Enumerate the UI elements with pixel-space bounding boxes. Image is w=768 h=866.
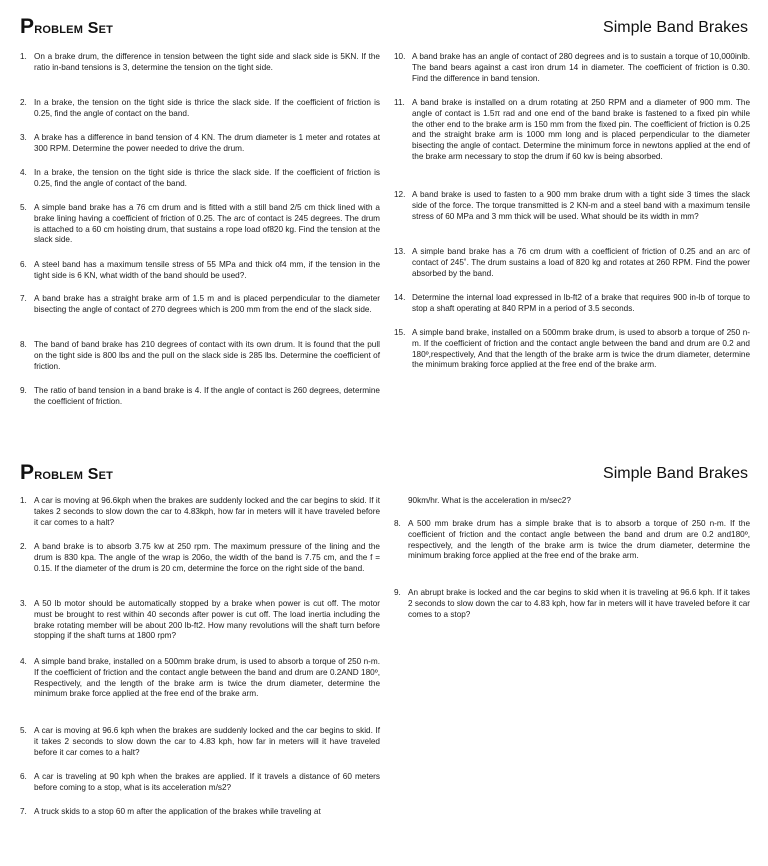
problem-continuation: 90km/hr. What is the acceleration in m/sec2? (408, 496, 571, 505)
sheet-title: Problem Set (20, 15, 114, 38)
problem-item: 8. The band of band brake has 210 degrees of contact with its own drum. It is found that the pull on the tight side is 800 lbs and the pull on the slack side is 285 lbs. Determine the coefficient of friction. (20, 340, 380, 371)
problem-sheet-2 (0, 446, 768, 866)
problem-item: 9. The ratio of band tension in a band brake is 4. If the angle of contact is 260 degrees, determine the coefficient of friction. (20, 386, 380, 406)
problem-item: 7. A truck skids to a stop 60 m after the application of the brakes while traveling at (20, 807, 321, 816)
problem-item: 3. A 50 lb motor should be automatically stopped by a brake when power is cut off. The motor must be brought to rest within 40 seconds after power is cut off. The load inertia including the brake rotating member will be about 200 lb-ft2. How many revolutions will the shaft turn before stopping if the shaft turns at 1800 rpm? (20, 599, 380, 641)
problem-item: 1. On a brake drum, the difference in tension between the tight side and slack side is 5KN. If the ratio in-band tensions is 3, determine the tension on the tight side. (20, 52, 380, 72)
problem-item: 6. A steel band has a maximum tensile stress of 55 MPa and thick of4 mm, if the tension in the tight side is 6 KN, what width of the band should be used?. (20, 260, 380, 280)
problem-item: 9. An abrupt brake is locked and the car begins to skid when it is traveling at 96.6 kph. If it takes 2 seconds to slow down the car to 4.83 kph, how far in meters will it have traveled before it car comes to a stop? (394, 588, 750, 619)
problem-item: 7. A band brake has a straight brake arm of 1.5 m and is placed perpendicular to the diameter bisecting the angle of contact of 270 degrees which is 200 mm from the end of the slack side. (20, 294, 380, 314)
problem-item: 5. A simple band brake has a 76 cm drum and is fitted with a still band 2/5 cm thick lined with a brake lining having a coefficient of friction of 0.25. The arc of contact is 245 degrees. The drum is attached to a 60 cm hoisting drum, that sustains a rope load of820 kg. Find the tension at the slack side. (20, 203, 380, 245)
problem-item: 12. A band brake is used to fasten to a 900 mm brake drum with a tight side 3 times the slack side of the force. The torque transmitted is 2 KN-m and a steel band with a maximum tensile stress of 60 MPa and 3 mm thick will be used. What should be its width in mm? (394, 190, 750, 221)
problem-item: 4. In a brake, the tension on the tight side is thrice the slack side. If the coefficient of friction is 0.25, find the angle of contact of the band. (20, 168, 380, 188)
sheet-title: Problem Set (20, 461, 114, 484)
problem-item: 5. A car is moving at 96.6 kph when the brakes are suddenly locked and the car begins to skid. If it takes 2 seconds to slow down the car to 4.83 kph, how far in meters will it have traveled before it car comes to a halt? (20, 726, 380, 757)
problem-item: 2. In a brake, the tension on the tight side is thrice the slack side. If the coefficient of friction is 0.25, find the angle of contact on the band. (20, 98, 380, 118)
problem-item: 4. A simple band brake, installed on a 500mm brake drum, is used to absorb a torque of 250 n-m. If the coefficient of friction and the contact angle between the band and drum are 0.2AND 180º, Respectively, and the length of the brake arm is twice the drum diameter, determine the minimum brake force applied at the free end of the brake arm. (20, 657, 380, 699)
problem-item: 2. A band brake is to absorb 3.75 kw at 250 rpm. The maximum pressure of the lining and the drum is 830 kpa. The angle of the wrap is 206o, the width of the band is 7.75 cm, and the f = 0.15. If the diameter of the drum is 20 cm, determine the force on the right side of the band. (20, 542, 380, 573)
problem-item: 13. A simple band brake has a 76 cm drum with a coefficient of friction of 0.25 and an arc of contact of 245˚. The drum sustains a load of 820 kg and rotates at 260 RPM. Find the power absorbed by the band. (394, 247, 750, 278)
sheet-subtitle: Simple Band Brakes (603, 19, 748, 36)
problem-item: 8. A 500 mm brake drum has a simple brake that is to absorb a torque of 250 n-m. If the coefficient of friction and the contact angle between the band and drum are 0.2 and180º, respectively, and the length of the brake arm is twice the drum diameter, determine the minimum braking force applied at the free end of the brake arm. (394, 519, 750, 561)
problem-sheet-1 (0, 0, 768, 430)
problem-item: 10. A band brake has an angle of contact of 280 degrees and is to sustain a torque of 10,000inlb. The band bears against a cast iron drum 14 in diameter. The coefficient of friction is 0.30. Find the difference in band tension. (394, 52, 750, 83)
problem-item: 3. A brake has a difference in band tension of 4 KN. The drum diameter is 1 meter and rotates at 300 RPM. Determine the power needed to drive the drum. (20, 133, 380, 153)
problem-item: 6. A car is traveling at 90 kph when the brakes are applied. If it travels a distance of 60 meters before coming to a stop, what is its acceleration m/s2? (20, 772, 380, 792)
problem-item: 11. A band brake is installed on a drum rotating at 250 RPM and a diameter of 900 mm. The angle of contact is 1.5π rad and one end of the band brake is fastened to a fixed pin while the other end to the brake arm is 150 mm from the fixed pin. The coefficient of friction is 0.25 and the straight brake arm is 1000 mm long and is placed perpendicular to the diameter bisecting the angle of contact. Determine the minimum force in newtons applied at the end of the brake arm necessary to stop the drum if 60 kw is being absorbed. (394, 98, 750, 161)
problem-item: 15. A simple band brake, installed on a 500mm brake drum, is used to absorb a torque of 250 n-m. If the coefficient of friction and the contact angle between the band and drum are 0.2 and 180º,respectively, And that the length of the brake arm is twice the drum diameter, determine the minimum braking force applied at the free end of the brake arm. (394, 328, 750, 370)
sheet-subtitle: Simple Band Brakes (603, 465, 748, 482)
problem-item: 1. A car is moving at 96.6kph when the brakes are suddenly locked and the car begins to skid. If it takes 2 seconds to slow down the car to 4.83kph, how far in meters will it have traveled before it car comes to a halt? (20, 496, 380, 527)
problem-item: 14. Determine the internal load expressed in lb-ft2 of a brake that requires 900 in-lb of torque to stop a shaft operating at 840 RPM in a period of 3.5 seconds. (394, 293, 750, 313)
